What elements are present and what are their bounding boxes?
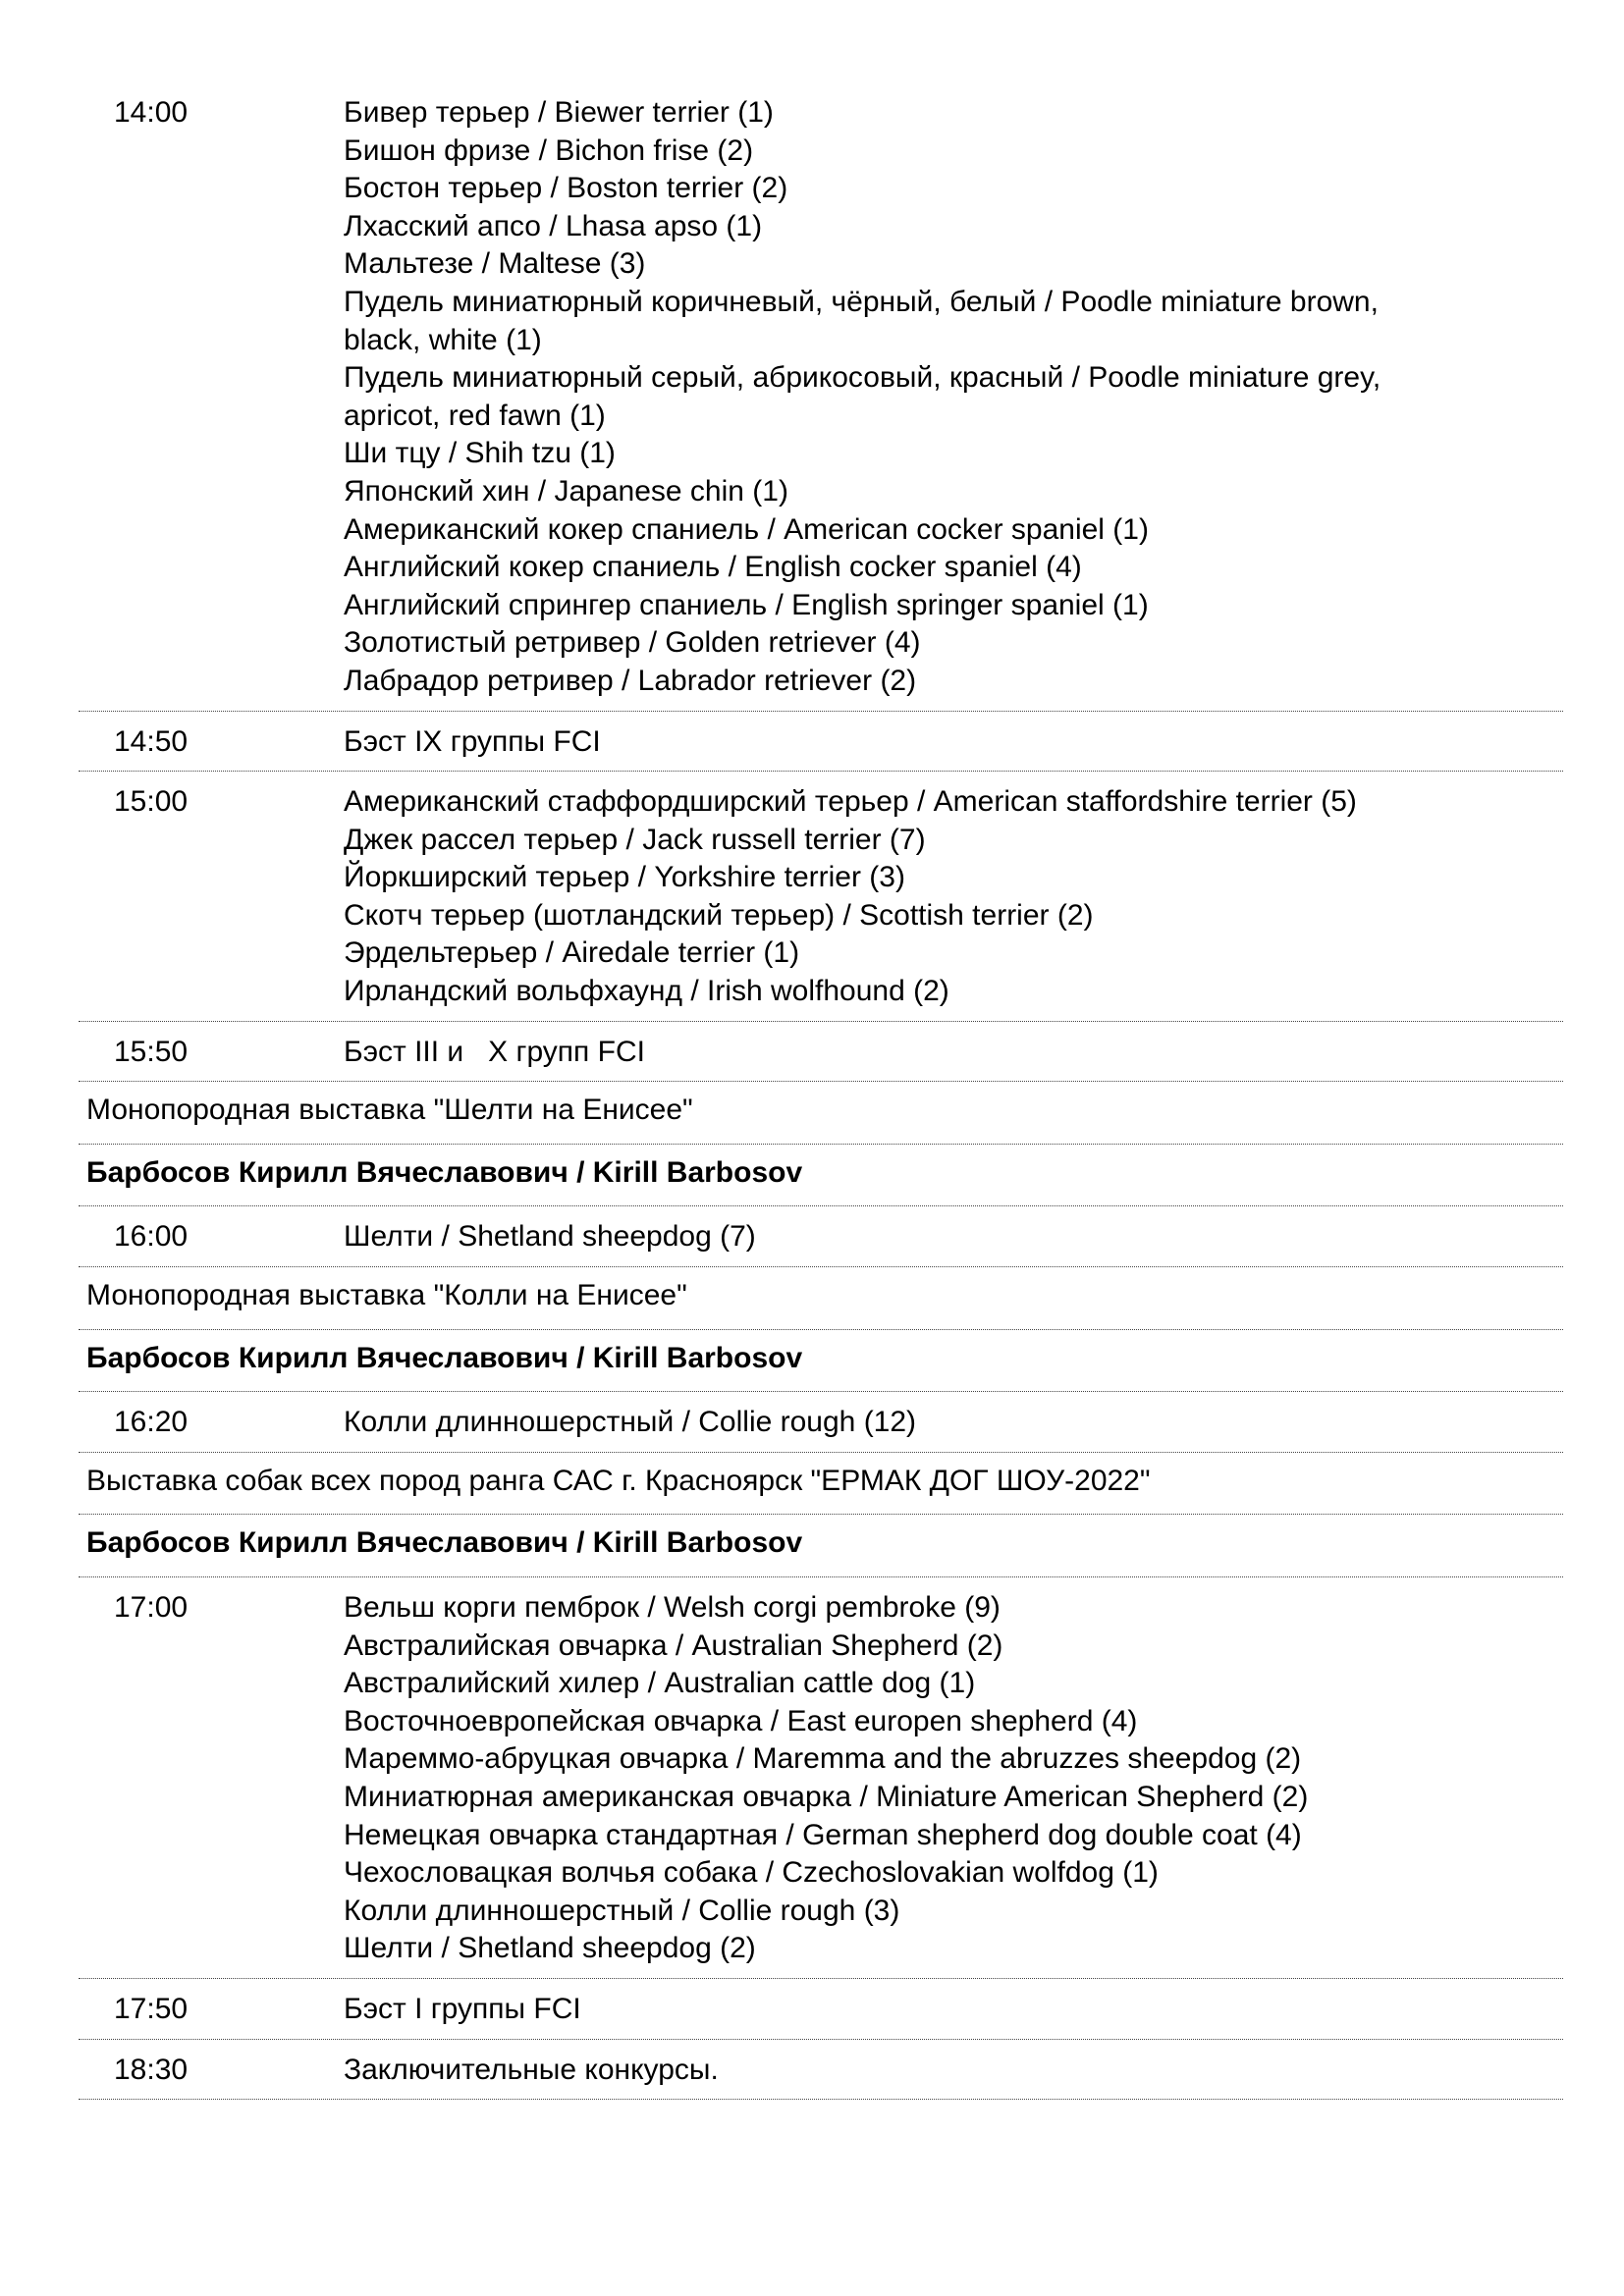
breed-line: Лабрадор ретривер / Labrador retriever (2) [344,664,917,697]
breed-line: Бивер терьер / Biewer terrier (1) [344,96,774,129]
schedule-slot [79,772,1563,1022]
breed-line: apricot, red fawn (1) [344,399,606,432]
schedule-slot [79,94,1563,712]
schedule-slot [79,1979,1563,2040]
slot-body [79,772,1563,1021]
slot-items [344,2052,1563,2090]
show-title: Монопородная выставка "Колли на Енисее" [86,1279,687,1312]
slot-body [79,94,1563,711]
breed-line: Колли длинношерстный / Collie rough (3) [344,1894,900,1927]
breed-line: Шелти / Shetland sheepdog (7) [344,1220,756,1254]
breed-line: Вельш корги пемброк / Welsh corgi pembroke (9) [344,1591,1001,1624]
schedule-slot [79,1206,1563,1267]
breed-line: Золотистый ретривер / Golden retriever (4) [344,626,921,660]
schedule-slot [79,712,1563,773]
slot-items [344,783,1563,1011]
breed-line: Ирландский вольфхаунд / Irish wolfhound (2) [344,975,949,1008]
judge-name: Барбосов Кирилл Вячеславович / Kirill Barbosov [86,1155,803,1189]
slot-items [344,1034,1563,1072]
slot-time: 16:00 [114,1220,189,1254]
slot-items [344,94,1563,701]
show-title: Монопородная выставка "Шелти на Енисее" [86,1094,693,1127]
breed-line: Мареммо-абруцкая овчарка / Maremma and the abruzzes sheepdog (2) [344,1742,1302,1776]
show-heading-row [79,1453,1563,1516]
slot-body [79,2040,1563,2100]
breed-line: Американский кокер спаниель / American cocker spaniel (1) [344,512,1149,546]
judge-name: Барбосов Кирилл Вячеславович / Kirill Barbosov [86,1526,803,1560]
breed-line: Йоркширский терьер / Yorkshire terrier (3) [344,861,905,894]
slot-body [79,1022,1563,1082]
breed-line: Английский спрингер спаниель / English springer spaniel (1) [344,588,1149,621]
breed-line: black, white (1) [344,323,542,356]
breed-line: Пудель миниатюрный коричневый, чёрный, белый / Poodle miniature brown, [344,285,1379,318]
slot-body [79,1206,1563,1266]
breed-line: Американский стаффордширский терьер / American staffordshire terrier (5) [344,785,1357,819]
slot-body [79,712,1563,772]
breed-line: Австралийский хилер / Australian cattle dog (1) [344,1667,976,1700]
breed-line: Мальтезе / Maltese (3) [344,247,646,281]
slot-time: 14:50 [114,724,189,758]
breed-line: Миниатюрная американская овчарка / Miniature American Shepherd (2) [344,1780,1309,1813]
slot-time: 17:00 [114,1591,189,1624]
judge-row [79,1145,1563,1207]
schedule-document [79,94,1563,2100]
breed-line: Эрдельтерьер / Airedale terrier (1) [344,936,800,970]
show-heading-row [79,1082,1563,1145]
breed-line: Бэст III и X групп FCI [344,1035,645,1068]
breed-line: Бостон терьер / Boston terrier (2) [344,172,788,205]
breed-line: Шелти / Shetland sheepdog (2) [344,1932,756,1965]
schedule-slot [79,1022,1563,1083]
slot-items [344,1218,1563,1256]
schedule-slot [79,1577,1563,1979]
schedule-slot [79,1392,1563,1453]
show-heading-row [79,1267,1563,1330]
schedule-slot [79,2040,1563,2101]
show-title: Выставка собак всех пород ранга САС г. Красноярск "ЕРМАК ДОГ ШОУ-2022" [86,1464,1151,1497]
breed-line: Лхасский апсо / Lhasa apso (1) [344,209,763,242]
slot-time: 15:00 [114,785,189,819]
breed-line: Бэст I группы FCI [344,1992,581,2025]
judge-name: Барбосов Кирилл Вячеславович / Kirill Barbosov [86,1341,803,1374]
slot-body [79,1577,1563,1978]
slot-time: 17:50 [114,1992,189,2025]
breed-line: Чехословацкая волчья собака / Czechoslovakian wolfdog (1) [344,1856,1159,1890]
slot-items [344,1589,1563,1968]
slot-time: 16:20 [114,1406,189,1439]
breed-line: Японский хин / Japanese chin (1) [344,474,788,507]
breed-line: Бэст IX группы FCI [344,724,601,758]
breed-line: Ши тцу / Shih tzu (1) [344,437,616,470]
breed-line: Немецкая овчарка стандартная / German shepherd dog double coat (4) [344,1818,1302,1851]
breed-line: Восточноевропейская овчарка / East europen shepherd (4) [344,1704,1138,1737]
breed-line: Бишон фризе / Bichon frise (2) [344,133,754,167]
slot-body [79,1979,1563,2039]
breed-line: Австралийская овчарка / Australian Shepherd (2) [344,1629,1003,1662]
slot-items [344,723,1563,762]
breed-line: Джек рассел терьер / Jack russell terrier (7) [344,823,926,856]
breed-line: Скотч терьер (шотландский терьер) / Scottish terrier (2) [344,898,1094,932]
breed-line: Пудель миниатюрный серый, абрикосовый, красный / Poodle miniature grey, [344,361,1381,395]
breed-line: Колли длинношерстный / Collie rough (12) [344,1406,917,1439]
slot-body [79,1392,1563,1452]
slot-time: 18:30 [114,2053,189,2086]
slot-time: 14:00 [114,96,189,129]
slot-time: 15:50 [114,1035,189,1068]
judge-row [79,1515,1563,1577]
judge-row [79,1330,1563,1393]
breed-line: Заключительные конкурсы. [344,2053,719,2086]
breed-line: Английский кокер спаниель / English cocker spaniel (4) [344,551,1082,584]
slot-items [344,1404,1563,1442]
slot-items [344,1991,1563,2029]
